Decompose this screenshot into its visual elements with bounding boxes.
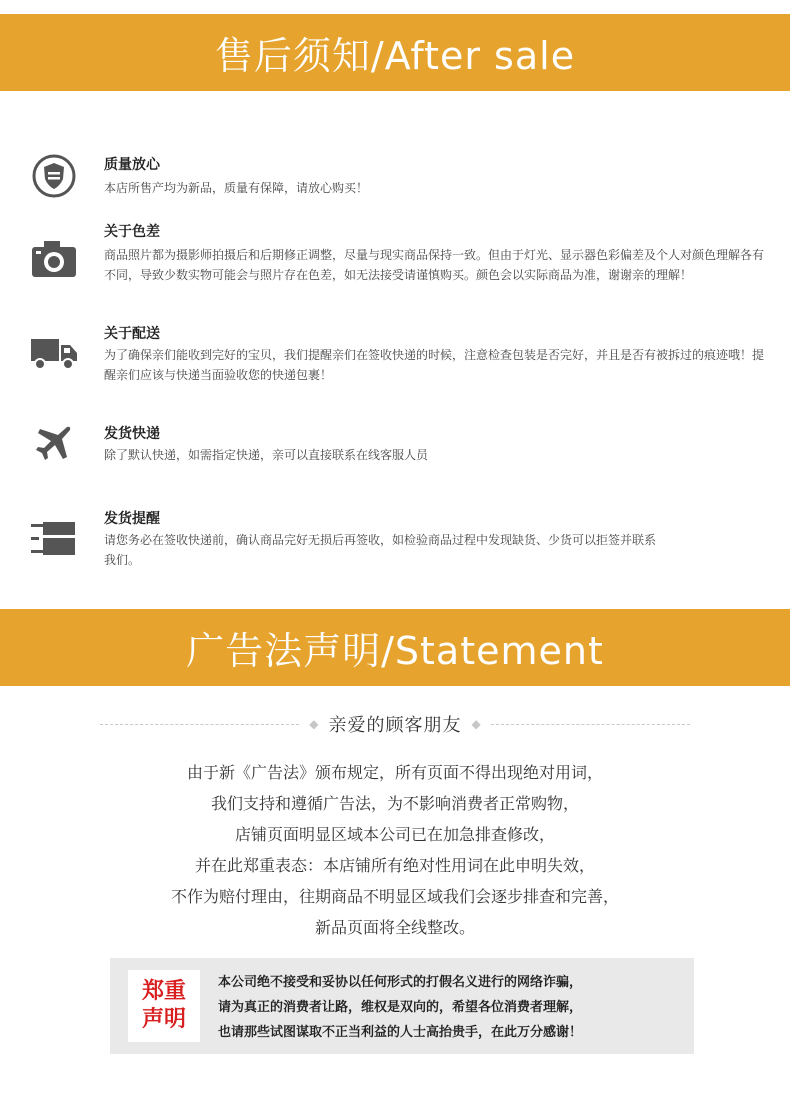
declaration-seal [128,970,200,1042]
item-title: 发货快递 [104,426,160,442]
item-title: 质量放心 [104,157,160,173]
seal-line: 郑重 [141,979,186,1004]
diamond-icon: ◆ [471,717,481,731]
declaration-line: 本公司绝不接受和妥协以任何形式的打假名义进行的网络诈骗， [218,975,583,990]
fast-box-icon [28,512,80,564]
dashed-line-right [491,724,690,725]
item-description: 本店所售产均为新品，质量有保障，请放心购买！ [104,181,369,195]
item-description: 请您务必在签收快递前，确认商品完好无损后再签收，如检验商品过程中发现缺货、少货可以拒签并联系我们。 [104,533,657,567]
item-description: 为了确保亲们能收到完好的宝贝，我们提醒亲们在签收快递的时候，注意检查包装是否完好，并且是否有被拆过的痕迹哦！提醒亲们应该与快递当面验收您的快递包裹！ [104,348,765,382]
greeting-text: 亲爱的顾客朋友 [328,715,462,736]
truck-icon [28,327,80,379]
declaration-line: 也请那些试图谋取不正当利益的人士高抬贵手，在此万分感谢！ [218,1025,583,1040]
item-description: 商品照片都为摄影师拍摄后和后期修正调整，尽量与现实商品保持一致。但由于灯光、显示器色彩偏差及个人对颜色理解各有不同，导致少数实物可能会与照片存在色差，如无法接受请谨慎购买。颜色会以实际商品为准，谢谢亲的理解！ [104,248,765,282]
statement-line: 并在此郑重表态：本店铺所有绝对性用词在此申明失效， [194,856,595,875]
statement-paragraph [0,757,790,943]
airplane-icon [28,417,80,469]
item-title: 关于色差 [104,224,160,240]
shield-icon [28,150,80,202]
item-title: 关于配送 [104,326,160,342]
statement-line: 店铺页面明显区域本公司已在加急排查修改， [234,825,555,844]
after-sale-banner [0,14,790,91]
statement-line: 新品页面将全线整改。 [314,918,475,937]
dashed-line-left [100,724,299,725]
seal-line: 声明 [141,1007,186,1032]
statement-banner [0,609,790,686]
declaration-line: 请为真正的消费者让路，维权是双向的，希望各位消费者理解， [218,1000,583,1015]
solemn-declaration-box [110,958,694,1054]
declaration-text [218,970,688,1045]
statement-line: 由于新《广告法》颁布规定，所有页面不得出现绝对用词， [186,763,603,782]
greeting-divider [100,711,690,737]
after-sale-title: 售后须知/After sale [214,34,576,78]
camera-icon [28,233,80,285]
statement-line: 我们支持和遵循广告法，为不影响消费者正常购物， [210,794,579,813]
item-title: 发货提醒 [104,511,160,527]
statement-title: 广告法声明/Statement [186,629,604,673]
diamond-icon: ◆ [309,717,319,731]
statement-line: 不作为赔付理由，往期商品不明显区域我们会逐步排查和完善， [170,887,619,906]
item-description: 除了默认快递，如需指定快递，亲可以直接联系在线客服人员 [104,448,429,462]
